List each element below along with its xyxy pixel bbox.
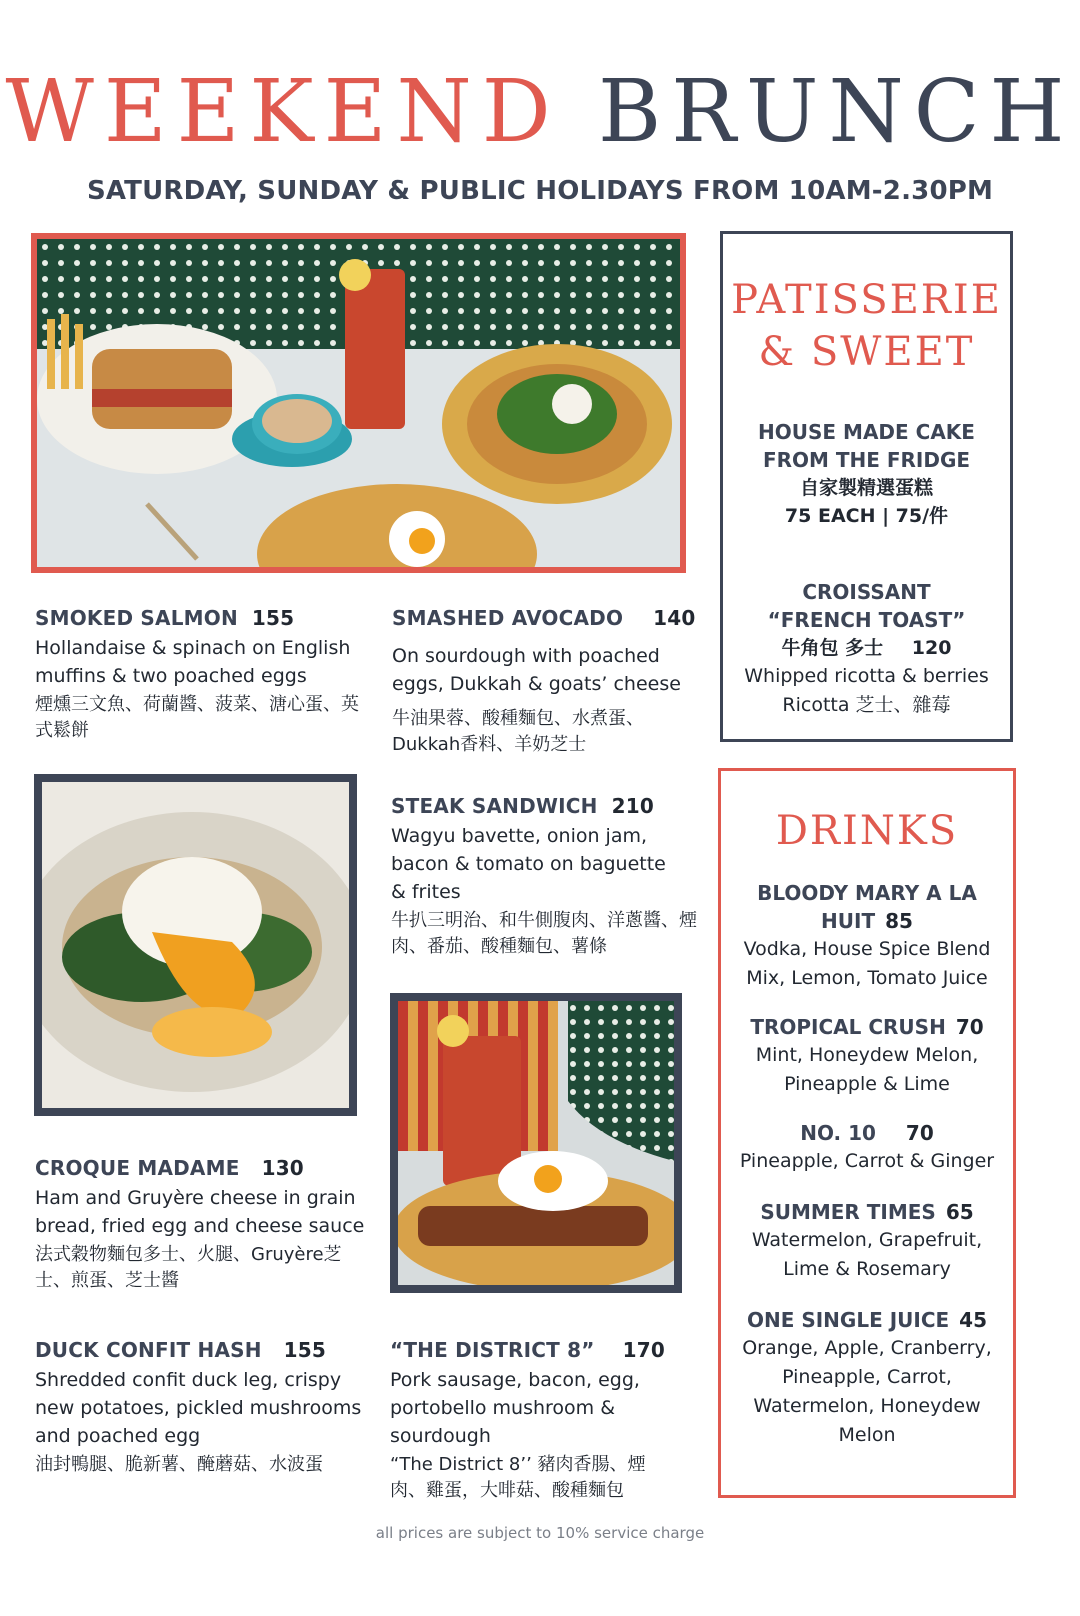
- item-price: 130: [261, 1156, 304, 1180]
- croissant-price: 120: [911, 637, 952, 659]
- croissant-zh-price: [723, 634, 1010, 662]
- item-desc-zh: “The District 8’’ 豬肉香腸、煙肉、雞蛋，大啡菇、酸種麵包: [390, 1454, 646, 1501]
- brunch-spread-photo: [31, 233, 686, 573]
- drink-title: ONE SINGLE JUICE: [746, 1308, 950, 1332]
- drink-price: 85: [885, 909, 913, 933]
- menu-item-steak-sandwich: [391, 794, 701, 960]
- drink-price: 65: [945, 1200, 974, 1224]
- drink-title: TROPICAL CRUSH: [750, 1015, 946, 1039]
- district8-image: [398, 1001, 674, 1285]
- hours-subtitle: SATURDAY, SUNDAY & PUBLIC HOLIDAYS FROM 10AM-2.30PM: [86, 176, 994, 206]
- drink-item: [721, 879, 1013, 993]
- item-desc-zh: 油封鴨腿、脆新薯、醃蘑菇、水波蛋: [35, 1454, 323, 1475]
- cake-name-line1: HOUSE MADE CAKE: [758, 420, 975, 444]
- item-desc-zh: 牛油果蓉、酸種麵包、水煮蛋、Dukkah香料、羊奶芝士: [392, 708, 644, 755]
- item-desc: Ham and Gruyère cheese in grain bread, fried egg and cheese sauce: [35, 1187, 365, 1237]
- item-name: [391, 794, 701, 818]
- croissant-item: [723, 578, 1010, 720]
- item-desc: Hollandaise & spinach on English muffins & two poached eggs: [35, 637, 351, 687]
- item-price: 140: [653, 606, 696, 630]
- item-desc: Shredded confit duck leg, crispy new potatoes, pickled mushrooms and poached egg: [35, 1369, 362, 1447]
- croissant-name-line2: “FRENCH TOAST”: [767, 608, 966, 632]
- drink-name: [721, 1306, 1013, 1334]
- cake-item: [723, 418, 1010, 530]
- item-title: STEAK SANDWICH: [391, 794, 598, 818]
- item-desc-zh: 牛扒三明治、和牛側腹肉、洋蔥醬、煙肉、番茄、酸種麵包、薯條: [391, 910, 697, 957]
- item-desc-zh: 煙燻三文魚、荷蘭醬、菠菜、溏心蛋、英式鬆餅: [35, 694, 359, 741]
- croissant-name-line1: CROISSANT: [802, 580, 931, 604]
- croissant-desc-zh: Ricotta 芝士、雜莓: [782, 694, 951, 716]
- cake-name-zh: 自家製精選蛋糕: [799, 477, 933, 499]
- drink-price: 45: [959, 1308, 988, 1332]
- item-name: [390, 1338, 690, 1362]
- menu-item-smashed-avocado: [392, 606, 696, 758]
- eggs-benedict-photo: [34, 774, 357, 1116]
- drink-item: [721, 1306, 1013, 1450]
- patisserie-title: [723, 274, 1010, 378]
- item-title: CROQUE MADAME: [35, 1156, 240, 1180]
- item-price: 210: [611, 794, 654, 818]
- item-name: [35, 606, 365, 630]
- drink-desc: Mint, Honeydew Melon, Pineapple & Lime: [755, 1044, 979, 1095]
- page-title: [0, 62, 1080, 162]
- cake-price: 75 EACH | 75/件: [784, 505, 949, 527]
- patisserie-title-line2: & SWEET: [758, 329, 975, 375]
- menu-item-smoked-salmon: [35, 606, 365, 744]
- drink-title: NO. 10: [800, 1121, 876, 1145]
- drink-name: [721, 1013, 1013, 1041]
- drink-name-line2: [721, 907, 1013, 935]
- drink-name: [721, 1119, 1013, 1147]
- item-name: [35, 1338, 375, 1362]
- item-title: SMASHED AVOCADO: [392, 606, 624, 630]
- drink-item: [721, 1013, 1013, 1099]
- item-name: [392, 606, 696, 630]
- croissant-desc: Whipped ricotta & berries: [744, 665, 989, 687]
- item-desc: Pork sausage, bacon, egg, portobello mushroom & sourdough: [390, 1369, 640, 1447]
- item-price: 170: [622, 1338, 665, 1362]
- district8-photo: [390, 993, 682, 1293]
- item-name: [35, 1156, 375, 1180]
- item-title: “THE DISTRICT 8”: [390, 1338, 595, 1362]
- drink-name: HUIT: [821, 909, 876, 933]
- drink-price: 70: [905, 1121, 934, 1145]
- menu-item-duck-confit-hash: [35, 1338, 375, 1478]
- cake-name-line2: FROM THE FRIDGE: [762, 448, 971, 472]
- drink-price: 70: [955, 1015, 984, 1039]
- menu-item-the-district-8: [390, 1338, 690, 1504]
- item-title: DUCK CONFIT HASH: [35, 1338, 262, 1362]
- drink-name: [721, 1198, 1013, 1226]
- item-title: SMOKED SALMON: [35, 606, 238, 630]
- drink-desc: Watermelon, Grapefruit, Lime & Rosemary: [751, 1229, 983, 1280]
- item-desc-zh: 法式穀物麵包多士、火腿、Gruyère芝士、煎蛋、芝士醬: [35, 1244, 342, 1291]
- patisserie-box: [720, 231, 1013, 742]
- item-desc: Wagyu bavette, onion jam, bacon & tomato on baguette & frites: [391, 825, 666, 903]
- croissant-name-zh: 牛角包 多士: [781, 637, 884, 659]
- service-charge-note: all prices are subject to 10% service charge: [375, 1524, 705, 1542]
- eggs-benedict-image: [42, 782, 349, 1108]
- menu-item-croque-madame: [35, 1156, 375, 1294]
- item-desc: On sourdough with poached eggs, Dukkah & goats’ cheese: [392, 645, 681, 695]
- drink-desc: Orange, Apple, Cranberry, Pineapple, Carrot, Watermelon, Honeydew Melon: [742, 1337, 992, 1446]
- drink-title: SUMMER TIMES: [760, 1200, 936, 1224]
- drink-desc: Vodka, House Spice Blend Mix, Lemon, Tomato Juice: [743, 938, 991, 989]
- patisserie-title-line1: PATISSERIE: [731, 277, 1002, 323]
- title-word-weekend: WEEKEND: [5, 62, 561, 162]
- drink-item: [721, 1119, 1013, 1176]
- item-price: 155: [283, 1338, 327, 1362]
- drink-name-line1: BLOODY MARY A LA: [757, 881, 977, 905]
- drinks-box: [718, 768, 1016, 1498]
- item-price: 155: [251, 606, 295, 630]
- drink-item: [721, 1198, 1013, 1284]
- drink-desc: Pineapple, Carrot & Ginger: [739, 1150, 995, 1172]
- brunch-spread-image: [37, 239, 680, 567]
- drinks-title: DRINKS: [775, 808, 959, 854]
- title-word-brunch: BRUNCH: [598, 62, 1075, 162]
